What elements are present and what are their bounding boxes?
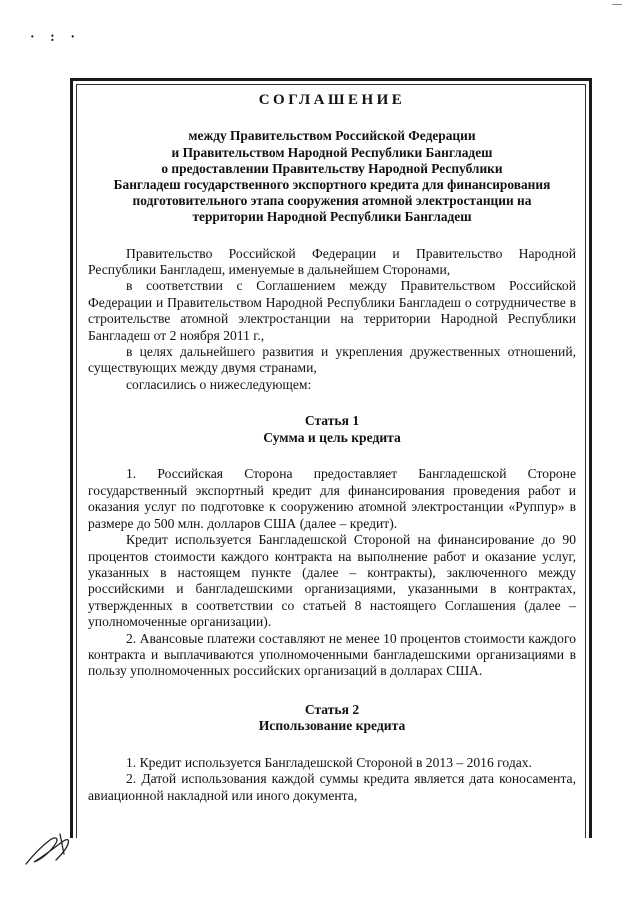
scan-marks: · : · [30, 30, 81, 45]
article-2-number: Статья 2 [304, 701, 360, 717]
subtitle-line: подготовительного этапа сооружения атомной электростанции на [132, 193, 532, 209]
preamble-paragraph: согласились о нижеследующем: [126, 376, 312, 392]
article-1-number: Статья 1 [304, 413, 360, 429]
subtitle-line: о предоставлении Правительству Народной Республики [161, 160, 503, 176]
article-1-paragraph: 2. Авансовые платежи составляют не менее 10 процентов стоимости каждого контракта и выплачиваются уполномоченными бангладешскими организациями в пользу уполномоченных российских организаций в долларах США. [88, 630, 576, 679]
document-subtitle [88, 128, 576, 225]
preamble-paragraph: в соответствии с Соглашением между Правительством Российской Федерации и Правительством Народной Республики Бангладеш о сотрудничестве в строительстве атомной электростанции на территории Народной Республики Бангладеш от 2 ноября 2011 г., [88, 278, 576, 343]
subtitle-line: Бангладеш государственного экспортного кредита для финансирования [113, 177, 551, 193]
article-2-paragraph: 2. Датой использования каждой суммы кредита является дата коносамента, авиационной накладной или иного документа, [88, 771, 576, 803]
subtitle-line: территории Народной Республики Бангладеш [192, 209, 472, 225]
document-body [88, 92, 576, 804]
article-1-title: Сумма и цель кредита [263, 429, 401, 445]
article-1-paragraph: Кредит используется Бангладешской Стороной на финансирование до 90 процентов стоимости каждого контракта на выполнение работ и оказание услуг, указанных в настоящем пункте (далее – контракты), заключенного между российскими и бангладешскими организациями, указанными в контрактах, утвержденных в соответствии со статьей 8 настоящего Соглашения (далее – уполномоченные организации). [88, 532, 576, 630]
article-1-paragraph: 1. Российская Сторона предоставляет Бангладешской Стороне государственный экспортный кредит для финансирования проведения работ и оказания услуг по подготовке к сооружению атомной электростанции «Руппур» в размере до 500 млн. долларов США (далее – кредит). [88, 466, 576, 531]
subtitle-line: и Правительством Народной Республики Бангладеш [171, 144, 493, 160]
preamble-paragraph: в целях дальнейшего развития и укрепления дружественных отношений, существующих между двумя странами, [88, 344, 576, 376]
scan-speck [612, 4, 622, 5]
article-2-paragraph: 1. Кредит используется Бангладешской Стороной в 2013 – 2016 годах. [126, 754, 532, 770]
preamble-paragraph: Правительство Российской Федерации и Правительство Народной Республики Бангладеш, именуемые в дальнейшем Сторонами, [88, 245, 576, 278]
subtitle-line: между Правительством Российской Федерации [188, 128, 476, 144]
document-title: СОГЛАШЕНИЕ [258, 92, 406, 108]
handwritten-signature [20, 824, 80, 874]
article-2-title: Использование кредита [258, 718, 406, 734]
